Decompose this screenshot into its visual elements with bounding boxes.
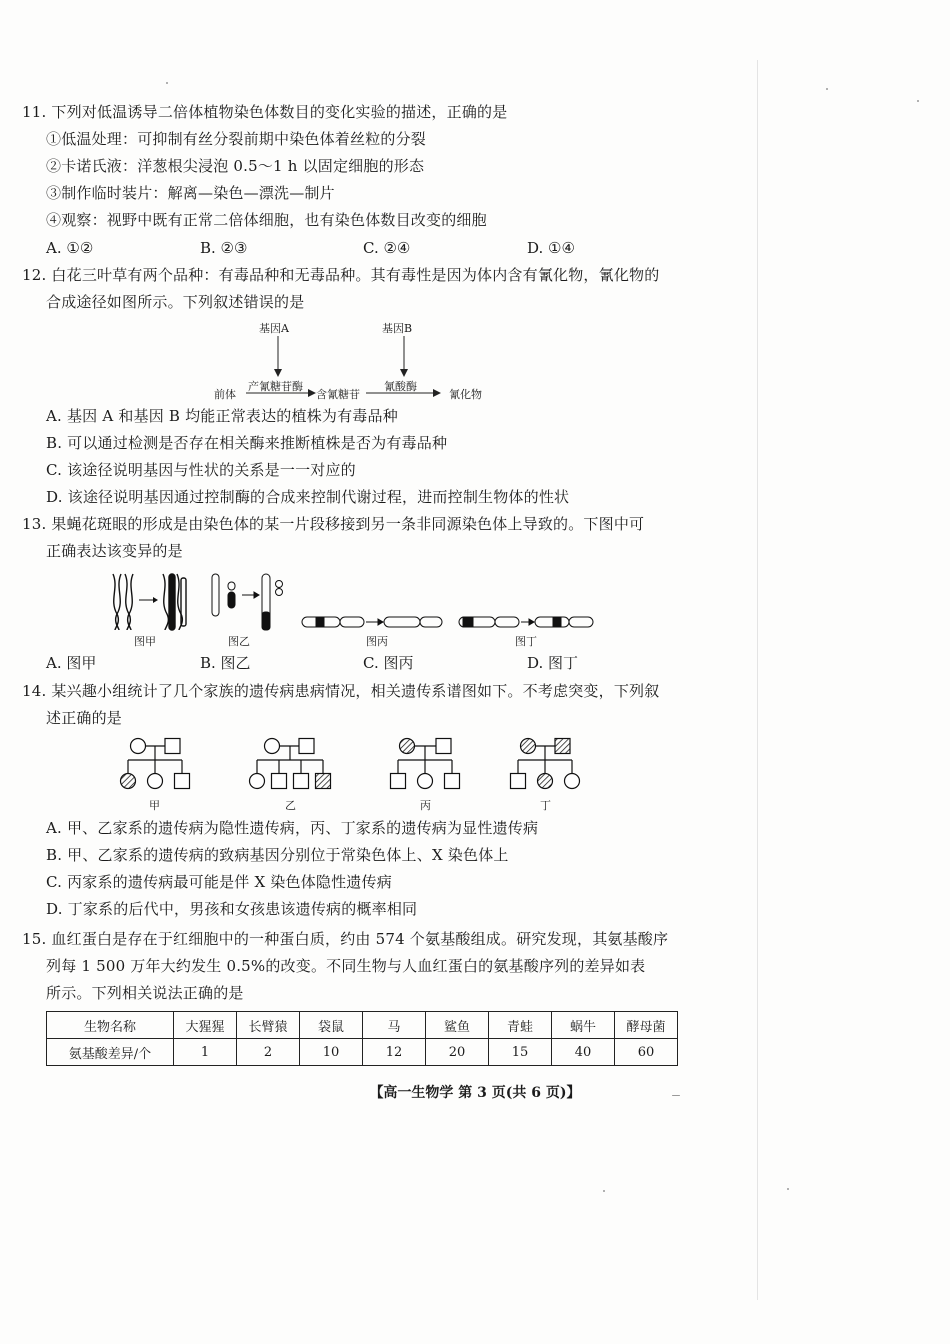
product-label: 氰化物 (449, 388, 482, 401)
figure-yi-caption: 图乙 (228, 635, 250, 648)
answer-option-b: B. 甲、乙家系的遗传病的致病基因分别位于常染色体上、X 染色体上 (46, 846, 509, 864)
question-stem: 述正确的是 (46, 709, 123, 727)
pedigree-charts (110, 733, 590, 795)
precursor-label: 前体 (214, 388, 236, 401)
answer-option-a: A. 甲、乙家系的遗传病为隐性遗传病，丙、丁家系的遗传病为显性遗传病 (46, 819, 539, 837)
question-stem: 11. 下列对低温诱导二倍体植物染色体数目的变化实验的描述，正确的是 (22, 103, 508, 121)
answer-option-b: B. 图乙 (200, 654, 251, 672)
answer-option-a: A. ①② (46, 239, 94, 257)
enzyme2-label: 氰酸酶 (384, 380, 417, 393)
answer-option-c: C. ②④ (363, 239, 411, 257)
table-header-cell: 青蛙 (489, 1012, 552, 1039)
scan-speck (787, 1188, 789, 1190)
table-header-cell: 大猩猩 (174, 1012, 237, 1039)
figure-bing-caption: 图丙 (366, 635, 388, 648)
gene-b-label: 基因B (382, 322, 413, 335)
figure-ding-chromosome-inversion (457, 613, 597, 633)
statement-item: ②卡诺氏液：洋葱根尖浸泡 0.5～1 h 以固定细胞的形态 (46, 157, 425, 175)
pedigree-yi (250, 739, 331, 789)
question-stem: 合成途径如图所示。下列叙述错误的是 (46, 293, 305, 311)
question-stem: 所示。下列相关说法正确的是 (46, 984, 244, 1002)
pedigree-jia-caption: 甲 (149, 799, 160, 812)
table-header-cell: 马 (363, 1012, 426, 1039)
pedigree-ding (511, 739, 580, 789)
page-footer: 【高一生物学 第 3 页(共 6 页)】 (369, 1085, 581, 1101)
table-cell: 20 (426, 1039, 489, 1066)
answer-option-d: D. 该途径说明基因通过控制酶的合成来控制代谢过程，进而控制生物体的性状 (46, 488, 570, 506)
figure-jia-caption: 图甲 (134, 635, 156, 648)
statement-item: ①低温处理：可抑制有丝分裂前期中染色体着丝粒的分裂 (46, 130, 427, 148)
answer-option-d: D. 图丁 (527, 654, 579, 672)
table-cell: 氨基酸差异/个 (47, 1039, 174, 1066)
figure-jia-chromosome-exchange (105, 570, 190, 632)
question-stem: 列每 1 500 万年大约发生 0.5%的改变。不同生物与人血红蛋白的氨基酸序列的差异如表 (46, 957, 646, 975)
table-header-row (47, 1012, 678, 1039)
table-cell: 10 (300, 1039, 363, 1066)
answer-option-a: A. 图甲 (46, 654, 97, 672)
table-cell: 15 (489, 1039, 552, 1066)
answer-option-d: D. 丁家系的后代中，男孩和女孩患该遗传病的概率相同 (46, 900, 418, 918)
scan-speck (826, 88, 828, 90)
answer-option-a: A. 基因 A 和基因 B 均能正常表达的植株为有毒品种 (46, 407, 398, 425)
table-cell: 12 (363, 1039, 426, 1066)
table-header-cell: 生物名称 (47, 1012, 174, 1039)
answer-option-c: C. 丙家系的遗传病最可能是伴 X 染色体隐性遗传病 (46, 873, 392, 891)
table-cell: 1 (174, 1039, 237, 1066)
table-header-cell: 鲨鱼 (426, 1012, 489, 1039)
scan-margin-line (757, 60, 758, 1300)
question-stem: 15. 血红蛋白是存在于红细胞中的一种蛋白质，约由 574 个氨基酸组成。研究发现，其氨基酸序 (22, 930, 669, 948)
scan-speck (166, 82, 168, 84)
amino-acid-difference-table (46, 1011, 678, 1066)
question-stem: 13. 果蝇花斑眼的形成是由染色体的某一片段移接到另一条非同源染色体上导致的。下图中可 (22, 515, 645, 533)
table-cell: 60 (615, 1039, 678, 1066)
scan-speck (917, 100, 919, 102)
question-stem: 12. 白花三叶草有两个品种：有毒品种和无毒品种。其有毒性是因为体内含有氰化物，氰化物的 (22, 266, 660, 284)
answer-option-b: B. ②③ (200, 239, 248, 257)
gene-a-label: 基因A (259, 322, 289, 335)
table-header-cell: 袋鼠 (300, 1012, 363, 1039)
table-header-cell: 蜗牛 (552, 1012, 615, 1039)
pedigree-bing (391, 739, 460, 789)
question-stem: 正确表达该变异的是 (46, 542, 183, 560)
table-header-cell: 长臂猿 (237, 1012, 300, 1039)
answer-option-b: B. 可以通过检测是否存在相关酶来推断植株是否为有毒品种 (46, 434, 448, 452)
pedigree-yi-caption: 乙 (285, 799, 296, 812)
scan-speck (603, 1190, 605, 1192)
statement-item: ③制作临时装片：解离—染色—漂洗—制片 (46, 184, 335, 202)
intermediate-label: 含氰糖苷 (316, 388, 360, 401)
question-stem: 14. 某兴趣小组统计了几个家族的遗传病患病情况，相关遗传系谱图如下。不考虑突变，下列叙 (22, 682, 660, 700)
pedigree-jia (121, 739, 190, 789)
pedigree-bing-caption: 丙 (420, 799, 431, 812)
enzyme1-label: 产氰糖苷酶 (248, 380, 303, 393)
table-row (47, 1039, 678, 1066)
table-header-cell: 酵母菌 (615, 1012, 678, 1039)
pedigree-ding-caption: 丁 (540, 799, 551, 812)
figure-yi-chromosome-translocation (206, 570, 286, 634)
figure-bing-chromosome-deletion (300, 613, 446, 633)
answer-option-c: C. 该途径说明基因与性状的关系是一一对应的 (46, 461, 356, 479)
table-cell: 2 (237, 1039, 300, 1066)
figure-ding-caption: 图丁 (515, 635, 537, 648)
table-cell: 40 (552, 1039, 615, 1066)
answer-option-c: C. 图丙 (363, 654, 414, 672)
answer-option-d: D. ①④ (527, 239, 575, 257)
statement-item: ④观察：视野中既有正常二倍体细胞，也有染色体数目改变的细胞 (46, 211, 487, 229)
